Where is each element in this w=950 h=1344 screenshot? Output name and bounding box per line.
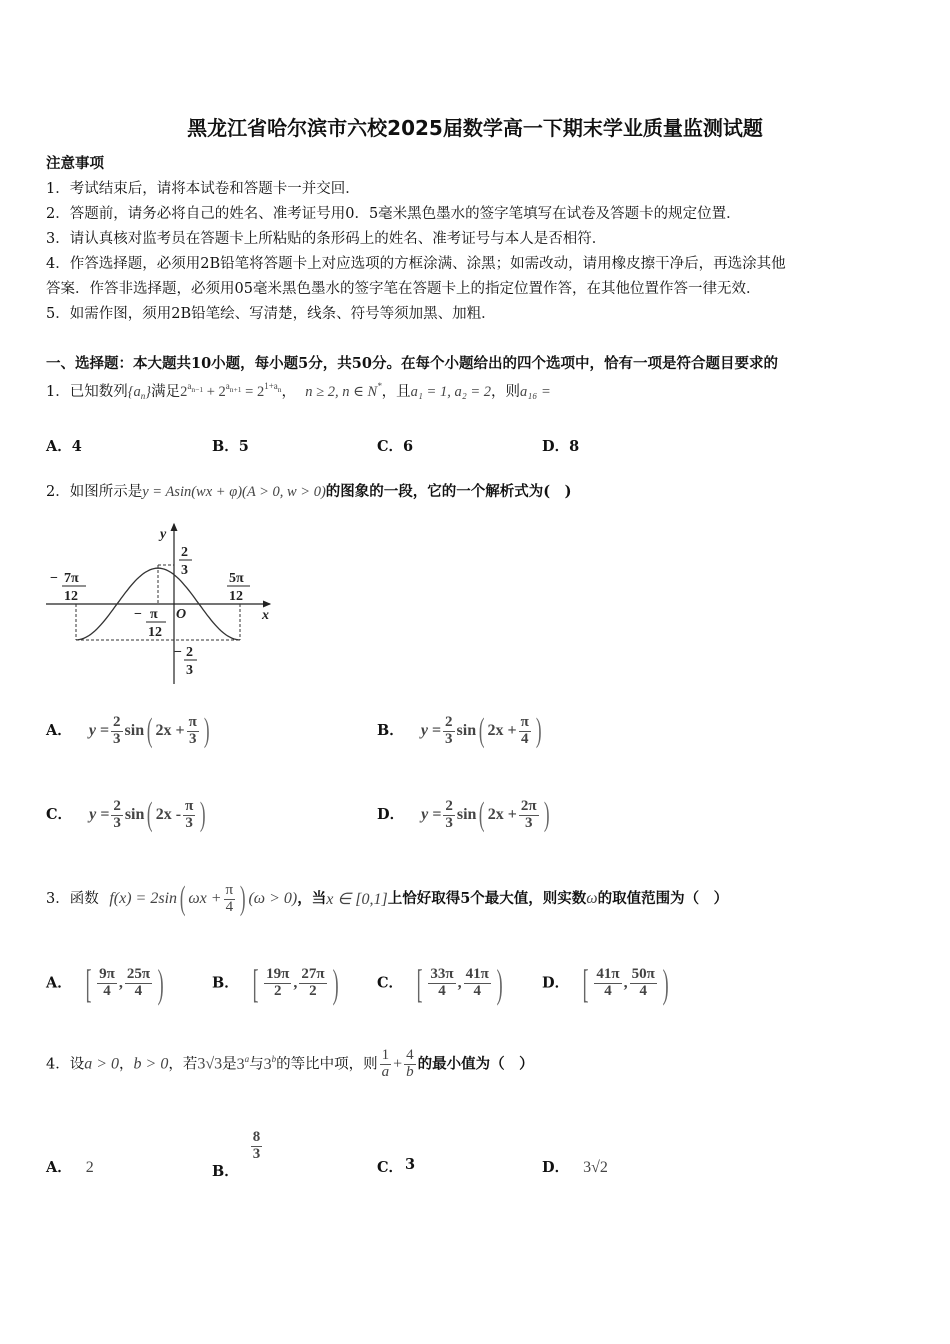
notice-item: 2．答题前，请务必将自己的姓名、准考证号用0．5毫米黑色墨水的签字笔填写在试卷及答题卡的规定位置． (46, 206, 741, 222)
origin-label: O (176, 607, 187, 622)
q1-prefix: 1．已知数列 (46, 384, 128, 400)
q3-omega: ω (586, 890, 598, 907)
x-label: x (262, 608, 269, 623)
q1-mid2: ， (281, 384, 297, 400)
left-den: 12 (64, 589, 78, 604)
q4-option-c-value: 3 (405, 1156, 416, 1173)
right-num: 5π (229, 571, 244, 586)
q2-func: y = Asin(wx + φ)(A > 0, w > 0) (142, 484, 326, 500)
top-num: 2 (181, 545, 188, 560)
sine-graph (46, 518, 286, 688)
top-den: 3 (181, 563, 188, 578)
q2-prefix: 2．如图所示是 (46, 484, 143, 500)
q4-option-c[interactable]: C． (377, 1159, 404, 1176)
notice-item: 4．作答选择题，必须用2B铅笔将答题卡上对应选项的方框涂满、涂黑；如需改动，请用橡皮擦干净后，再选涂其他 (46, 256, 786, 272)
q2-option-a[interactable]: A． y = $\frac{2}{3}$ sin( 2x + $\frac{\pi}{3}$ ) (46, 712, 210, 749)
q1-mid3: ，且 (381, 384, 411, 400)
q3-prefix: 3．函数 (46, 891, 99, 907)
q1-option-c[interactable]: C．6 (377, 438, 414, 455)
q3-option-d[interactable]: D． [ $\frac{41\pi}{4}$ , $\frac{50\pi}{4}$ ) (542, 961, 669, 1006)
q1-option-a[interactable]: A．4 (46, 438, 82, 455)
q1-recurrence: $2^{a_{n-1}} + 2^{a_{n+1}} = 2^{1+a_n}$ (180, 381, 282, 400)
mid-num: π (150, 607, 158, 622)
q1-seq: $\{a_n\}$ (127, 384, 152, 401)
q2-suffix: 的图象的一段，它的一个解析式为( ) (325, 483, 572, 500)
left-num: 7π (64, 571, 79, 586)
notice-heading: 注意事项 (46, 155, 104, 172)
q3-option-c[interactable]: C． [ $\frac{33\pi}{4}$ , $\frac{41\pi}{4}$ ) (377, 961, 503, 1006)
q1-ask: a₁₆ = (520, 384, 551, 400)
q1-mid4: ，则 (491, 384, 521, 400)
notice-item: 5．如需作图，须用2B铅笔绘、写清楚，线条、符号等须加黑、加粗． (46, 306, 496, 322)
q3-option-b[interactable]: B． [ $\frac{19\pi}{2}$ , $\frac{27\pi}{2}$ ) (212, 961, 339, 1006)
q2-option-b[interactable]: B． y = $\frac{2}{3}$ sin( 2x + $\frac{\pi}{4}$ ) (377, 712, 542, 749)
q4-option-a[interactable]: A． 2 (46, 1159, 94, 1176)
q1-cond: n ≥ 2, n ∈ N* (305, 381, 382, 400)
q4-prefix: 4．设 (46, 1056, 85, 1073)
q3-cond: (ω > 0) (248, 890, 298, 907)
mid-minus: − (134, 607, 142, 622)
right-den: 12 (229, 589, 243, 604)
y-label: y (160, 527, 167, 542)
notice-item: 答案．作答非选择题，必须用05毫米黑色墨水的签字笔在答题卡上的指定位置作答，在其他位置作答一律无效． (46, 281, 761, 297)
bot-num: 2 (186, 645, 193, 660)
q3-func: f(x) = 2sin (109, 890, 178, 907)
q1-option-b[interactable]: B．5 (212, 438, 249, 455)
q1-init: a₁ = 1, a₂ = 2 (410, 384, 492, 400)
q4-root: 3√3 (197, 1055, 223, 1073)
bot-minus: − (174, 645, 182, 660)
q2-option-c[interactable]: C． y = $\frac{2}{3}$ sin( 2x - $\frac{\pi}{3}$ ) (46, 796, 206, 833)
q4-option-b[interactable]: B． $\frac{8}{3}$ (212, 1129, 261, 1181)
q1-mid1: 满足 (151, 384, 181, 400)
bot-den: 3 (186, 663, 193, 678)
mid-den: 12 (148, 625, 162, 640)
q3-interval: x ∈ [0,1] (326, 891, 388, 908)
left-minus: − (50, 571, 58, 586)
notice-item: 3．请认真核对监考员在答题卡上所粘贴的条形码上的姓名、准考证号与本人是否相符． (46, 231, 607, 247)
notice-item: 1．考试结束后，请将本试卷和答题卡一并交回． (46, 181, 360, 197)
section-heading: 一、选择题：本大题共10小题，每小题5分，共50分。在每个小题给出的四个选项中，恰有一项是符合题目要求的 (46, 355, 778, 372)
question-1 (46, 380, 551, 401)
q2-option-d[interactable]: D． y = $\frac{2}{3}$ sin( 2x + $\frac{2\pi}{3}$ ) (377, 796, 550, 833)
q3-option-a[interactable]: A． [ $\frac{9\pi}{4}$ , $\frac{25\pi}{4}$ ) (46, 961, 164, 1006)
question-4: 4．设a > 0，b > 0，若3√3是3$^a$与3$^b$的等比中项，则 $\frac{1}{a}$ + $\frac{4}{b}$ 的最小值为（ ） (46, 1047, 534, 1080)
question-2 (46, 480, 572, 501)
page-title: 黑龙江省哈尔滨市六校2025届数学高一下期末学业质量监测试题 (187, 116, 763, 140)
q1-option-d[interactable]: D．8 (542, 438, 580, 455)
q4-option-d[interactable]: D． 3√2 (542, 1159, 608, 1176)
question-3: 3．函数 f(x) = 2sin( ωx + $\frac{\pi}{4}$ ) (ω > 0)，当x ∈ [0,1]上恰好取得5个最大值，则实数ω的取值范围为（ ） (46, 880, 729, 917)
